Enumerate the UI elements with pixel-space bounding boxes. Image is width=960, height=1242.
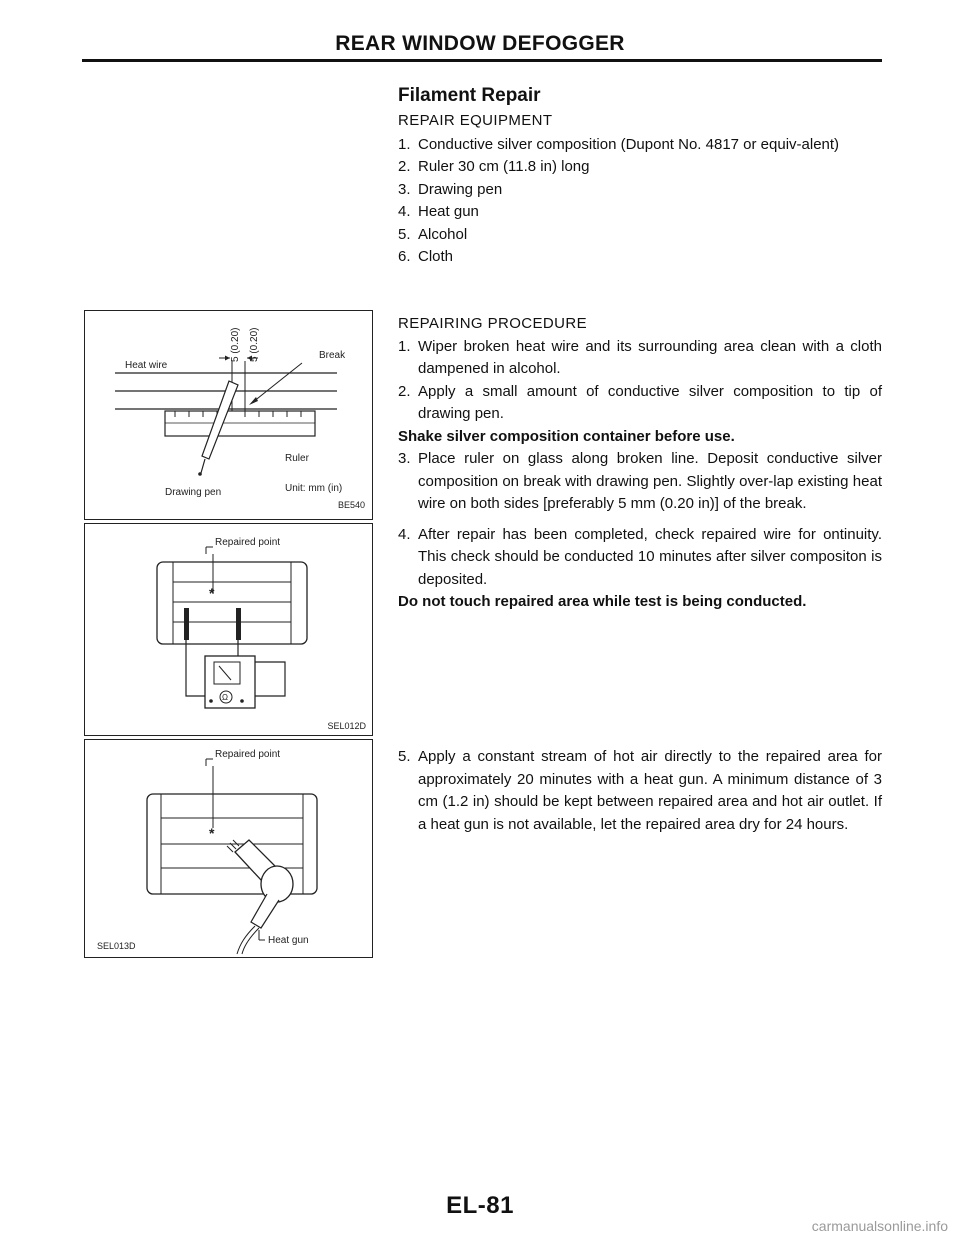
page-header-title: REAR WINDOW DEFOGGER xyxy=(335,32,625,55)
figure-code: SEL013D xyxy=(97,941,136,951)
list-item xyxy=(398,201,882,224)
touch-note: Do not touch repaired area while test is being conducted. xyxy=(398,593,807,610)
repair-procedure-section xyxy=(398,313,882,614)
list-item xyxy=(398,179,882,202)
repair-mark: * xyxy=(209,825,215,841)
item-number: 1. xyxy=(398,135,411,153)
figure-ruler-drawing-pen xyxy=(84,310,373,520)
item-text: Alcohol xyxy=(418,225,468,243)
list-item xyxy=(398,246,882,269)
item-number: 2. xyxy=(398,158,411,175)
item-number: 6. xyxy=(398,248,411,265)
page-number: EL-81 xyxy=(446,1192,514,1219)
figure-continuity-check xyxy=(84,523,373,736)
ohm-symbol: Ω xyxy=(222,693,228,702)
repaired-point-label: Repaired point xyxy=(215,537,281,548)
heat-gun-label: Heat gun xyxy=(268,935,309,946)
procedure-heading: REPAIRING PROCEDURE xyxy=(398,315,588,332)
heat-gun-diagram xyxy=(85,740,371,956)
item-text: Conductive silver composition (Dupont No. 4817 or equiv-alent) xyxy=(418,135,840,153)
item-number: 5. xyxy=(398,225,411,243)
item-text: Heat gun xyxy=(418,203,479,220)
item-text: Ruler 30 cm (11.8 in) long xyxy=(418,158,590,175)
dimension-label: 5 (0.20) xyxy=(249,327,260,362)
step-text: After repair has been completed, check repaired wire for ontinuity. This check should be conducted 10 minutes after silver compositon is deposited. xyxy=(418,525,882,588)
step-number: 2. xyxy=(398,382,411,400)
repaired-point-label: Repaired point xyxy=(215,749,281,760)
procedure-step xyxy=(398,746,882,836)
section-title: Filament Repair xyxy=(398,85,541,106)
list-item xyxy=(398,224,882,247)
step-text: Apply a small amount of conductive silver composition to tip of drawing pen. xyxy=(418,382,882,422)
item-text: Drawing pen xyxy=(418,180,503,198)
step-text: Place ruler on glass along broken line. Deposit conductive silver composition on break with drawing pen. Slightly over-lap existing heat wire on both sides [preferably 5 mm (0.20 in)] of the break. xyxy=(418,450,882,512)
procedure-step xyxy=(398,336,882,381)
repair-mark: * xyxy=(209,585,215,601)
list-item xyxy=(398,156,882,179)
break-label: Break xyxy=(319,350,346,361)
watermark: carmanualsonline.info xyxy=(811,1218,948,1234)
dimension-label: 5 (0.20) xyxy=(230,327,241,362)
ruler-pen-diagram xyxy=(85,311,371,518)
step-text: Apply a constant stream of hot air directly to the repaired area for approximately 20 minutes with a heat gun. A minimum distance of 3 cm (1.2 in) should be kept between repaired area and hot air outlet. If a heat gun is not available, let the repaired area dry for 24 hours. xyxy=(418,748,882,833)
step-text: Wiper broken heat wire and its surrounding area clean with a cloth dampened in alcohol. xyxy=(418,337,882,377)
figure-heat-gun xyxy=(84,739,373,958)
item-number: 3. xyxy=(398,180,411,198)
step-number: 3. xyxy=(398,450,411,467)
item-number: 4. xyxy=(398,203,411,220)
drawing-pen-label: Drawing pen xyxy=(165,487,222,498)
header-divider xyxy=(82,59,882,62)
ruler-label: Ruler xyxy=(285,453,309,464)
shake-note: Shake silver composition container before use. xyxy=(398,427,735,445)
list-item xyxy=(398,134,882,157)
step-number: 5. xyxy=(398,748,411,765)
procedure-step xyxy=(398,448,882,516)
step-number: 4. xyxy=(398,525,411,543)
procedure-step xyxy=(398,381,882,426)
heat-wire-label: Heat wire xyxy=(125,360,168,371)
procedure-step xyxy=(398,524,882,592)
continuity-diagram xyxy=(85,524,371,734)
figure-code: SEL012D xyxy=(327,721,366,731)
repair-equipment-section xyxy=(398,84,882,269)
equipment-list xyxy=(398,134,882,269)
item-text: Cloth xyxy=(418,248,454,265)
unit-label: Unit: mm (in) xyxy=(285,483,343,494)
equipment-heading: REPAIR EQUIPMENT xyxy=(398,112,553,129)
figure-code: BE540 xyxy=(337,500,365,510)
step-number: 1. xyxy=(398,337,411,355)
procedure-step-5-section xyxy=(398,746,882,836)
